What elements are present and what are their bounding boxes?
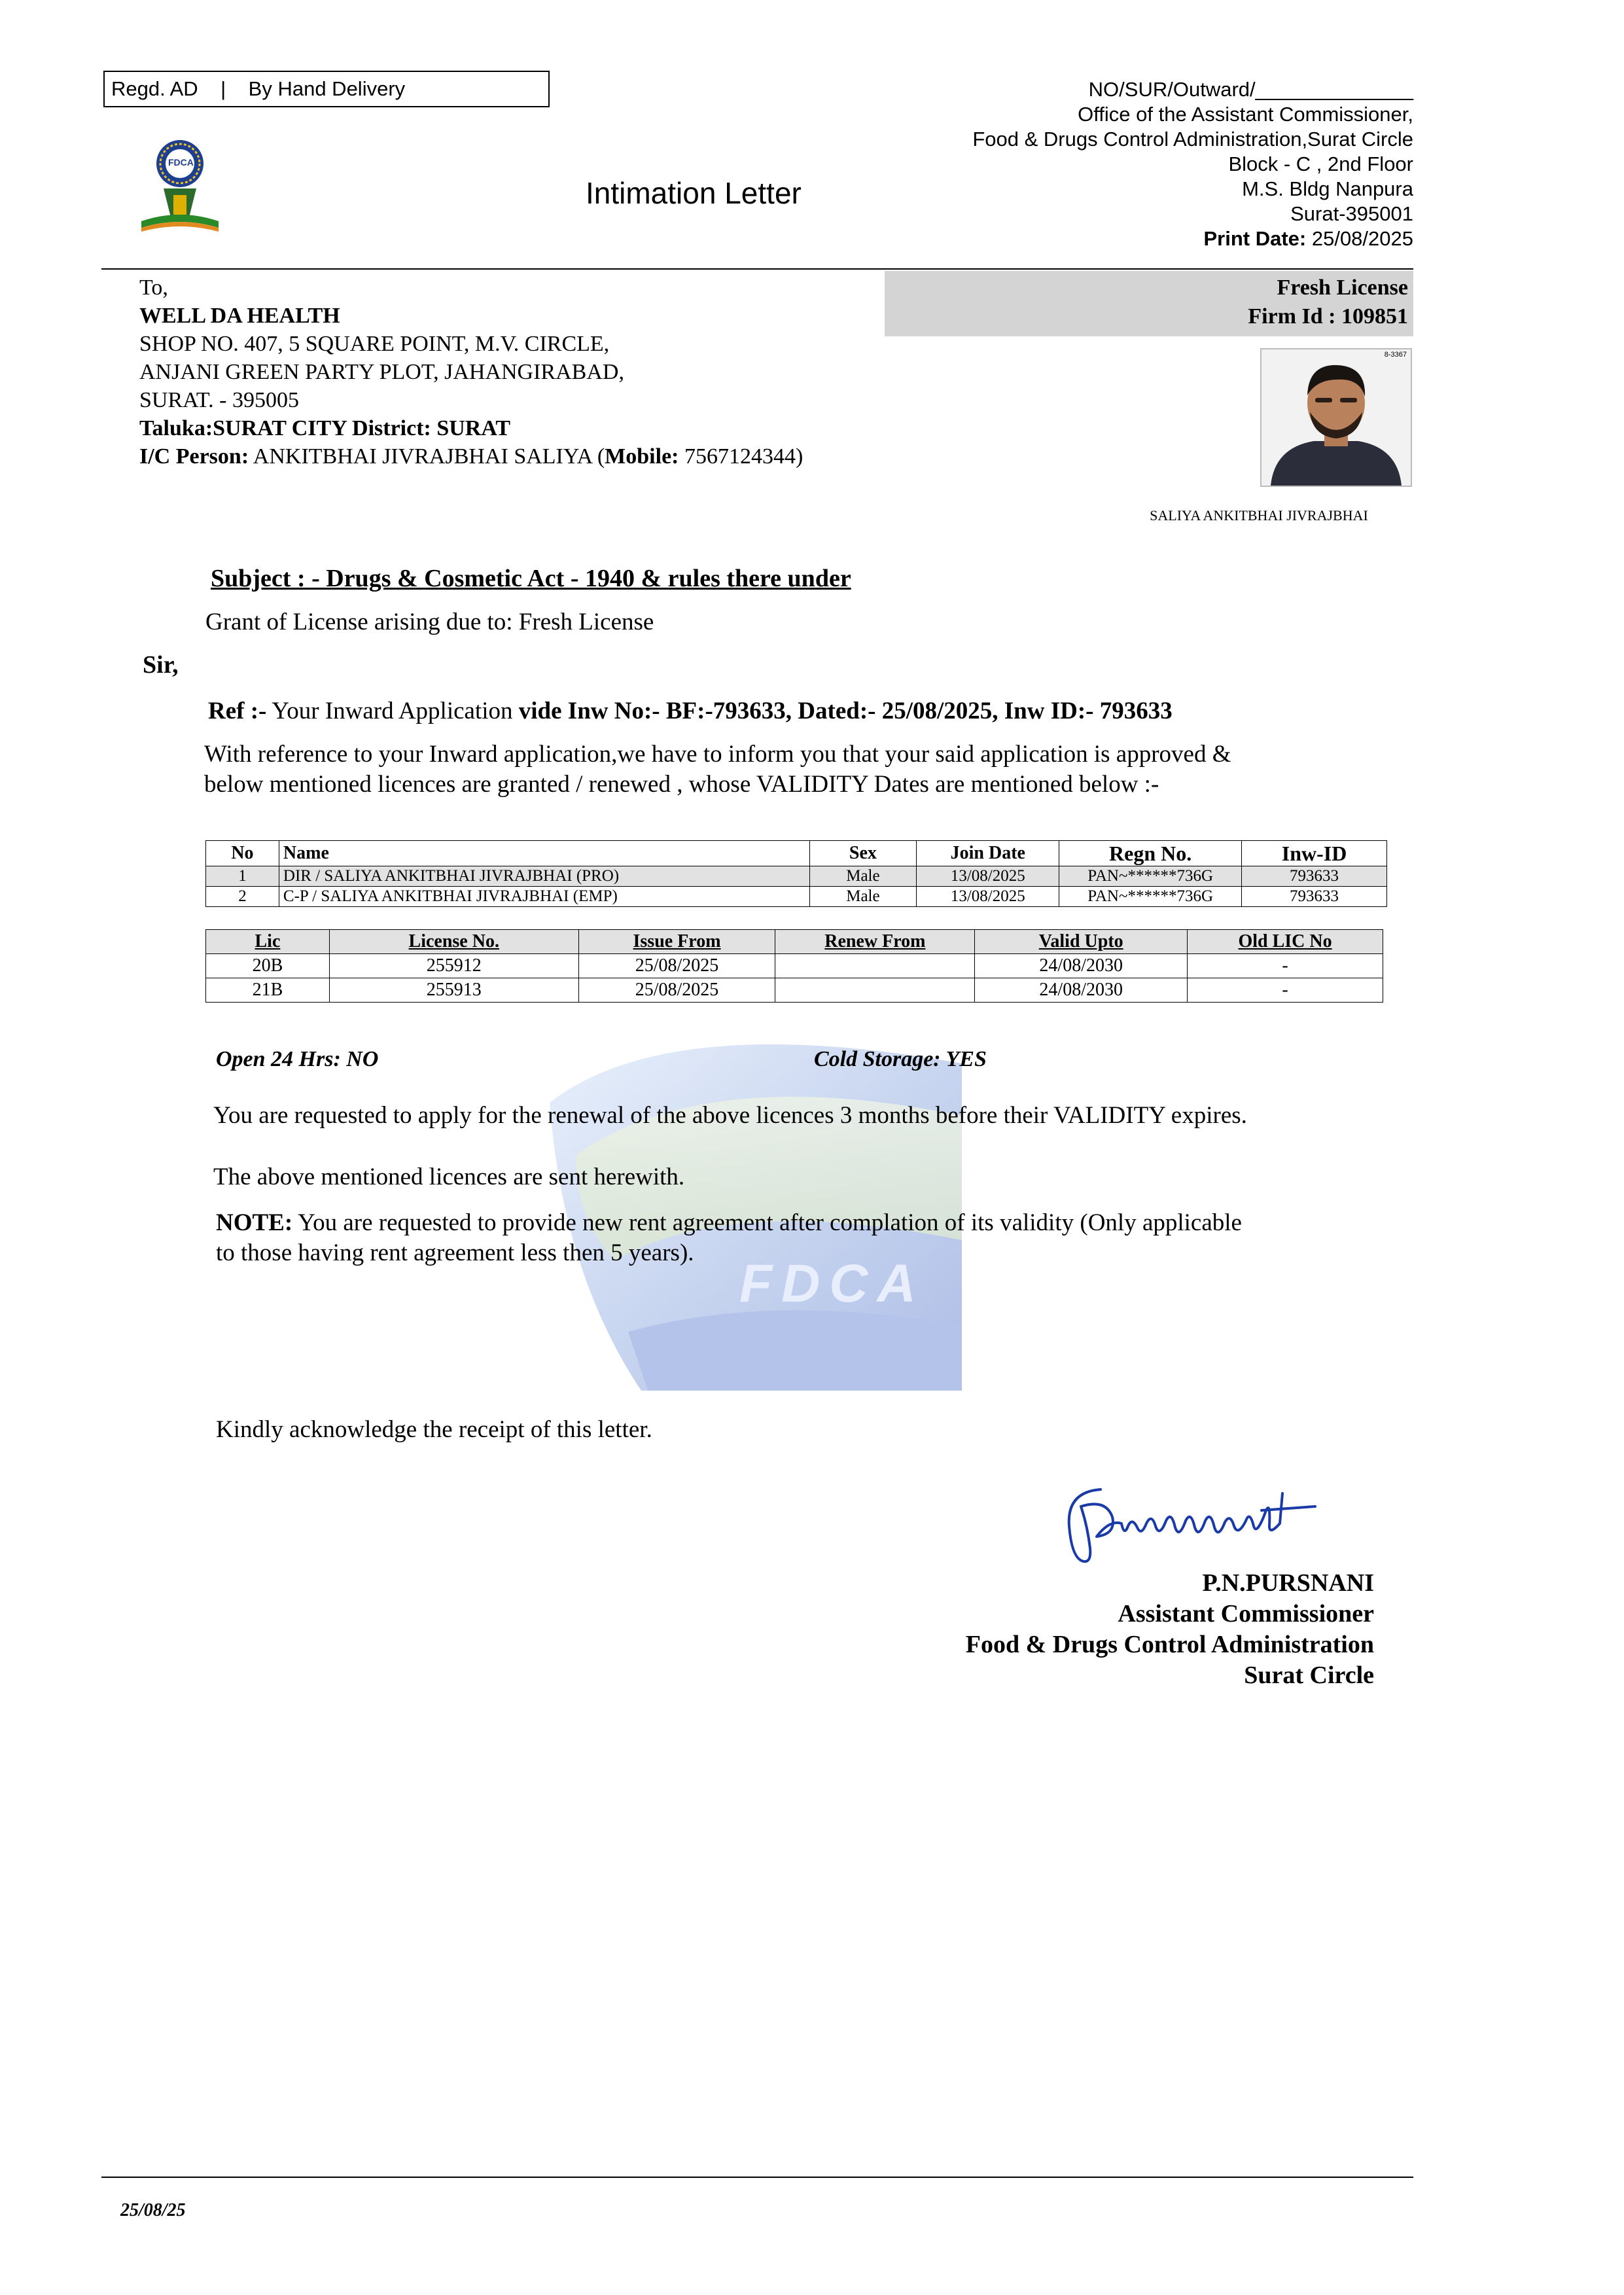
header-valid-upto: Valid Upto xyxy=(975,930,1188,954)
table-row xyxy=(206,887,1387,907)
cell-issue-from: 25/08/2025 xyxy=(578,954,775,978)
fdca-watermark xyxy=(537,1024,962,1391)
salutation: Sir, xyxy=(143,651,179,679)
cell-renew-from xyxy=(775,978,975,1003)
delivery-mode-box xyxy=(103,71,550,107)
intro-line-1: With reference to your Inward application,we have to inform you that your said application is approved & xyxy=(204,741,1231,768)
subject-line: Subject : - Drugs & Cosmetic Act - 1940 & rules there under xyxy=(211,565,851,592)
note-text-1: You are requested to provide new rent agreement after complation of its validity (Only applicable xyxy=(298,1209,1242,1236)
ref-label: Ref :- xyxy=(208,698,267,724)
office-line-3: Block - C , 2nd Floor xyxy=(1228,152,1413,175)
applicant-photo xyxy=(1260,348,1412,487)
print-date-value: 25/08/2025 xyxy=(1311,227,1413,250)
cell-name: DIR / SALIYA ANKITBHAI JIVRAJBHAI (PRO) xyxy=(279,866,809,887)
cell-join-date: 13/08/2025 xyxy=(917,887,1059,907)
regd-label: Regd. AD xyxy=(111,77,198,100)
cell-license-no: 255912 xyxy=(329,954,578,978)
signatory-circle: Surat Circle xyxy=(1244,1662,1374,1689)
cell-join-date: 13/08/2025 xyxy=(917,866,1059,887)
note-line-2: to those having rent agreement less then 5 years). xyxy=(216,1239,694,1266)
intro-line-2: below mentioned licences are granted / renewed , whose VALIDITY Dates are mentioned below :- xyxy=(204,771,1159,798)
photo-corner-code: 8-3367 xyxy=(1384,351,1407,359)
header-join-date: Join Date xyxy=(917,841,1059,866)
address-line-2: ANJANI GREEN PARTY PLOT, JAHANGIRABAD, xyxy=(139,360,624,384)
to-label: To, xyxy=(139,276,168,300)
table-row xyxy=(206,954,1383,978)
open-24-hrs: Open 24 Hrs: NO xyxy=(216,1047,379,1071)
signatory-block xyxy=(966,1568,1374,1691)
table-row xyxy=(206,978,1383,1003)
cell-sex: Male xyxy=(809,887,917,907)
signature xyxy=(1053,1480,1381,1572)
print-date-label: Print Date: xyxy=(1203,227,1307,250)
cell-sex: Male xyxy=(809,866,917,887)
person-photo-icon xyxy=(1262,349,1411,486)
address-line-3: SURAT. - 395005 xyxy=(139,388,299,412)
license-info-box xyxy=(885,271,1413,336)
header-license-no: License No. xyxy=(329,930,578,954)
cell-lic: 21B xyxy=(206,978,330,1003)
photo-caption: SALIYA ANKITBHAI JIVRAJBHAI xyxy=(1150,507,1368,524)
persons-table xyxy=(205,840,1387,907)
cell-inw-id: 793633 xyxy=(1242,887,1387,907)
header-old-lic-no: Old LIC No xyxy=(1188,930,1383,954)
cell-no: 2 xyxy=(206,887,279,907)
cell-old-lic-no: - xyxy=(1188,978,1383,1003)
footer-date: 25/08/25 xyxy=(120,2200,186,2220)
fdca-emblem-icon xyxy=(137,136,222,234)
address-line-1: SHOP NO. 407, 5 SQUARE POINT, M.V. CIRCLE, xyxy=(139,332,610,356)
taluka-district: Taluka:SURAT CITY District: SURAT xyxy=(139,416,511,440)
table-row xyxy=(206,866,1387,887)
acknowledge-line: Kindly acknowledge the receipt of this letter. xyxy=(216,1416,652,1443)
header-divider xyxy=(101,268,1413,270)
delivery-label: By Hand Delivery xyxy=(248,77,406,100)
ic-person-line xyxy=(139,442,803,471)
page-title: Intimation Letter xyxy=(586,176,802,210)
ref-line xyxy=(208,696,1173,726)
addressee-block xyxy=(139,274,803,471)
header-no: No xyxy=(206,841,279,866)
license-table xyxy=(205,929,1383,1003)
cell-no: 1 xyxy=(206,866,279,887)
persons-table-header xyxy=(206,841,1387,866)
fdca-logo xyxy=(137,136,222,234)
handwritten-signature-icon xyxy=(1053,1480,1381,1572)
delivery-separator: | xyxy=(221,77,226,100)
cell-lic: 20B xyxy=(206,954,330,978)
ic-person-label: I/C Person: xyxy=(139,444,249,469)
header-renew-from: Renew From xyxy=(775,930,975,954)
header-regn-no: Regn No. xyxy=(1059,841,1242,866)
fdca-watermark-icon xyxy=(537,1024,962,1391)
logo-text: FDCA xyxy=(168,157,194,168)
signatory-name: P.N.PURSNANI xyxy=(1202,1569,1374,1597)
license-type: Fresh License xyxy=(1277,276,1408,300)
ic-person-name: ANKITBHAI JIVRAJBHAI SALIYA ( xyxy=(253,444,605,469)
firm-id: Firm Id : 109851 xyxy=(1248,304,1408,329)
header-issue-from: Issue From xyxy=(578,930,775,954)
cell-issue-from: 25/08/2025 xyxy=(578,978,775,1003)
cell-old-lic-no: - xyxy=(1188,954,1383,978)
ref-text-1: Your Inward Application xyxy=(272,698,513,724)
signatory-department: Food & Drugs Control Administration xyxy=(965,1631,1374,1658)
renewal-note: You are requested to apply for the renewal of the above licences 3 months before their VALIDITY expires. xyxy=(213,1102,1247,1129)
outward-number: NO/SUR/Outward/______________ xyxy=(1088,78,1413,101)
cell-name: C-P / SALIYA ANKITBHAI JIVRAJBHAI (EMP) xyxy=(279,887,809,907)
cell-valid-upto: 24/08/2030 xyxy=(975,954,1188,978)
cell-regn-no: PAN~******736G xyxy=(1059,866,1242,887)
office-line-1: Office of the Assistant Commissioner, xyxy=(1078,103,1413,126)
cell-license-no: 255913 xyxy=(329,978,578,1003)
print-date xyxy=(1203,226,1413,251)
note-line-1 xyxy=(216,1208,1242,1238)
firm-name: WELL DA HEALTH xyxy=(139,304,340,328)
note-label: NOTE: xyxy=(216,1209,293,1236)
ref-text-2: vide Inw No:- BF:-793633, Dated:- 25/08/2025, Inw ID:- 793633 xyxy=(518,698,1173,724)
cell-regn-no: PAN~******736G xyxy=(1059,887,1242,907)
office-line-4: M.S. Bldg Nanpura xyxy=(1242,177,1413,200)
cell-renew-from xyxy=(775,954,975,978)
grant-line: Grant of License arising due to: Fresh License xyxy=(205,609,654,635)
license-table-header xyxy=(206,930,1383,954)
signatory-designation: Assistant Commissioner xyxy=(1118,1600,1374,1628)
cold-storage: Cold Storage: YES xyxy=(814,1047,987,1071)
footer-divider xyxy=(101,2177,1413,2178)
office-line-5: Surat-395001 xyxy=(1290,202,1413,225)
header-inw-id: Inw-ID xyxy=(1242,841,1387,866)
sent-note: The above mentioned licences are sent herewith. xyxy=(213,1164,685,1190)
mobile-number: 7567124344) xyxy=(684,444,803,469)
cell-inw-id: 793633 xyxy=(1242,866,1387,887)
header-sex: Sex xyxy=(809,841,917,866)
cell-valid-upto: 24/08/2030 xyxy=(975,978,1188,1003)
header-name: Name xyxy=(279,841,809,866)
office-line-2: Food & Drugs Control Administration,Surat Circle xyxy=(972,128,1413,151)
watermark-text: FDCA xyxy=(739,1254,925,1313)
header-lic: Lic xyxy=(206,930,330,954)
mobile-label: Mobile: xyxy=(605,444,679,469)
